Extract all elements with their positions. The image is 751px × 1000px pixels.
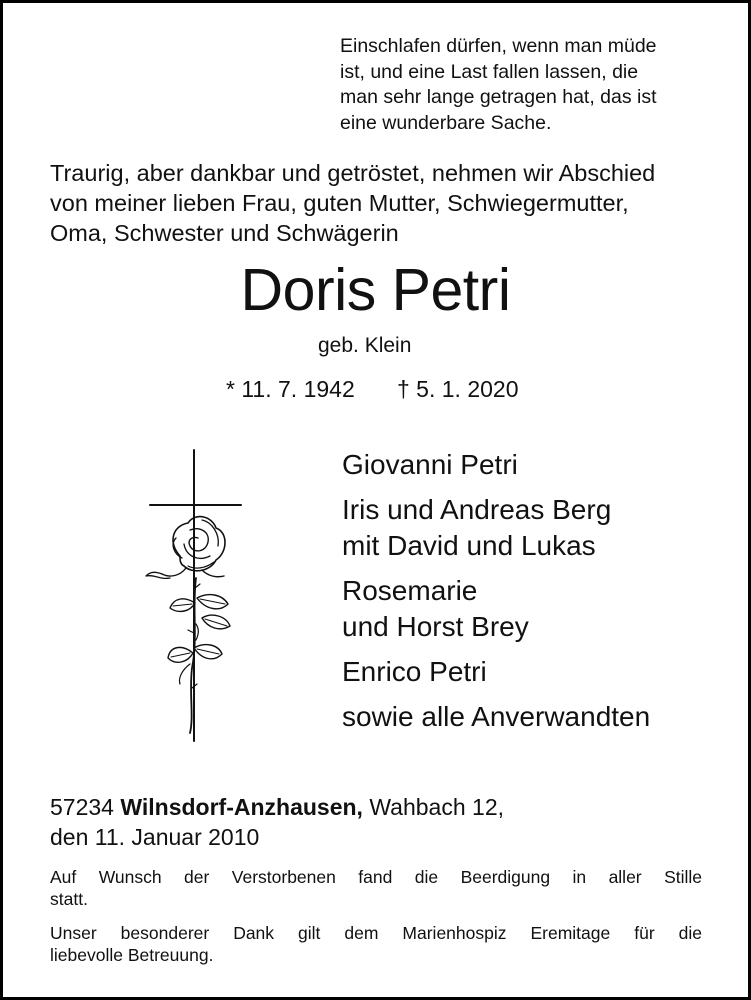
mourner-name: Rosemarie xyxy=(342,575,478,606)
quote-line: Einschlafen dürfen, wenn man müde xyxy=(340,35,657,57)
burial-note-line: Auf Wunsch der Verstorbenen fand die Beerdigung in aller Stille xyxy=(50,867,702,887)
birth-date: * 11. 7. 1942 xyxy=(226,376,355,402)
mourners-list xyxy=(342,447,650,735)
street: Wahbach 12, xyxy=(369,794,505,820)
address-block xyxy=(50,793,504,852)
intro-line: Traurig, aber dankbar und getröstet, nehmen wir Abschied xyxy=(50,160,656,186)
notice-date: den 11. Januar 2010 xyxy=(50,823,260,850)
thanks-note-line: liebevolle Betreuung. xyxy=(50,945,214,965)
quote-block xyxy=(340,34,657,136)
death-date: † 5. 1. 2020 xyxy=(397,376,519,402)
mourner-name: Enrico Petri xyxy=(342,656,487,687)
intro-line: von meiner lieben Frau, guten Mutter, Schwiegermutter, xyxy=(50,190,629,216)
postcode: 57234 xyxy=(50,794,114,820)
maiden-name: geb. Klein xyxy=(318,334,412,357)
intro-line: Oma, Schwester und Schwägerin xyxy=(50,220,399,246)
cross-with-rose-icon xyxy=(140,448,250,743)
quote-line: eine wunderbare Sache. xyxy=(340,111,552,134)
mourner-name: mit David und Lukas xyxy=(342,530,596,561)
mourner-name: sowie alle Anverwandten xyxy=(342,701,651,732)
town: Wilnsdorf-Anzhausen, xyxy=(120,794,363,820)
mourner-name: und Horst Brey xyxy=(342,611,529,642)
quote-line: ist, und eine Last fallen lassen, die xyxy=(340,60,639,83)
burial-note xyxy=(50,866,702,910)
address-line xyxy=(50,793,504,823)
quote-line: man sehr lange getragen hat, das ist xyxy=(340,86,657,108)
intro-text xyxy=(50,158,655,248)
mourner-name: Giovanni Petri xyxy=(342,449,518,480)
deceased-name: Doris Petri xyxy=(240,257,511,323)
burial-note-line: statt. xyxy=(50,889,88,909)
thanks-note xyxy=(50,922,702,966)
thanks-note-line: Unser besonderer Dank gilt dem Marienhospiz Eremitage für die xyxy=(50,923,702,943)
mourner-name: Iris und Andreas Berg xyxy=(342,494,612,525)
